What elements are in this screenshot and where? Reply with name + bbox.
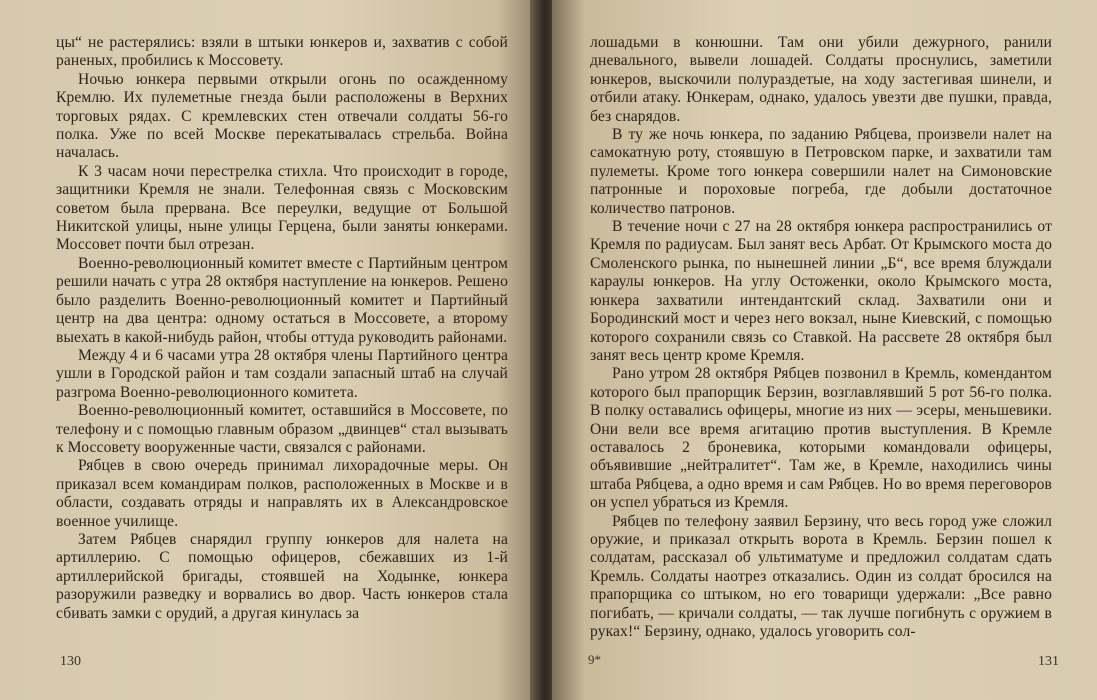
right-page-text — [590, 34, 1052, 641]
paragraph: В течение ночи с 27 на 28 октября юнкера распространились от Кремля по радиусам. Был занят весь Арбат. От Крымского моста до Смоленского рынка, по нынешней линии „Б“, все время блуждали караулы юнкеров. На углу Остоженки, около Крымского моста, юнкера захватили интендантский склад. Захватили они и Бородинский мост и через него вокзал, ныне Киевский, с помощью которого сохранили связь со Ставкой. На рассвете 28 октября был занят весь центр кроме Кремля. — [590, 218, 1052, 364]
paragraph: Военно-революционный комитет, оставшийся в Моссовете, по телефону и с помощью главным образом „двинцев“ стал вызывать к Моссовету вооруженные части, связался с районами. — [56, 402, 508, 456]
paragraph: К 3 часам ночи перестрелка стихла. Что происходит в городе, защитники Кремля не знали. Телефонная связь с Московским советом была прервана. Все переулки, ведущие от Большой Никитской улицы, ныне улицы Герцена, были заняты юнкерами. Моссовет почти был отрезан. — [56, 162, 508, 254]
paragraph: Рябцев по телефону заявил Берзину, что весь город уже сложил оружие, и приказал открыть ворота в Кремль. Берзин пошел к солдатам, рассказал об ультиматуме и предложил солдатам сдать Кремль. Солдаты наотрез отказались. Один из солдат бросился на прапорщика со штыком, но его товарищи удержали: „Все равно погибать, — кричали солдаты, — так лучше погибнуть с оружием в руках!“ Берзину, однако, удалось уговорить сол- — [590, 512, 1052, 640]
paragraph: Между 4 и 6 часами утра 28 октября члены Партийного центра ушли в Городской район и там создали запасный штаб на случай разгрома Военно-революционного комитета. — [56, 346, 508, 401]
paragraph: лошадьми в конюшни. Там они убили дежурного, ранили дневального, вывели лошадей. Солдаты проснулись, заметили юнкеров, выскочили полураздетые, на ходу застегивая шинели, и отбили атаку. Юнкерам, однако, удалось увезти две пушки, правда, без снарядов. — [590, 34, 1052, 125]
left-page-text — [56, 34, 508, 623]
paragraph: Рябцев в свою очередь принимал лихорадочные меры. Он приказал всем командирам полков, расположенных в Москве и в области, создавать отряды и направлять их в Александровское военное училище. — [56, 457, 508, 530]
paragraph: цы“ не растерялись: взяли в штыки юнкеров и, захватив с собой раненых, пробились к Моссовету. — [56, 34, 508, 70]
page-number: 130 — [60, 654, 81, 669]
paragraph: В ту же ночь юнкера, по заданию Рябцева, произвели налет на самокатную роту, стоявшую в Петровском парке, и захватили там пулеметы. Кроме того юнкера совершили налет на Симоновские патронные и пороховые погреба, где добыли достаточное количество патронов. — [590, 126, 1052, 217]
paragraph: Затем Рябцев снарядил группу юнкеров для налета на артиллерию. С помощью офицеров, сбежавших из 1-й артиллерийской бригады, стоявшей на Ходынке, юнкера разоружили разведку и ворвались во двор. Часть юнкеров стала сбивать замки с орудий, а другая кинулась за — [56, 530, 508, 622]
page-number: 131 — [1038, 654, 1059, 669]
paragraph: Военно-революционный комитет вместе с Партийным центром решили начать с утра 28 октября наступление на юнкеров. Решено было разделить Военно-революционный комитет и Партийный центр на два центра: одному остаться в Моссовете, а второму выехать в какой-нибудь район, чтобы оттуда руководить районами. — [56, 254, 508, 346]
right-page — [552, 0, 1097, 700]
paragraph: Рано утром 28 октября Рябцев позвонил в Кремль, комендантом которого был прапорщик Берзин, возглавлявший 5 рот 56-го полка. В полку оставались офицеры, многие из них — эсеры, меньшевики. Они вели все время агитацию против выступления. В Кремле оставалось 2 броневика, которыми командовали офицеры, объявившие „нейтралитет“. Там же, в Кремле, находились чины штаба Рябцева, а одно время и сам Рябцев. Но во время переговоров он успел убраться из Кремля. — [590, 365, 1052, 512]
left-page — [0, 0, 540, 700]
printer-signature: 9* — [588, 652, 601, 667]
paragraph: Ночью юнкера первыми открыли огонь по осажденному Кремлю. Их пулеметные гнезда были расположены в Верхних торговых рядах. С кремлевских стен отвечали солдаты 56-го полка. Уже по всей Москве перекатывалась стрельба. Война началась. — [56, 70, 508, 162]
